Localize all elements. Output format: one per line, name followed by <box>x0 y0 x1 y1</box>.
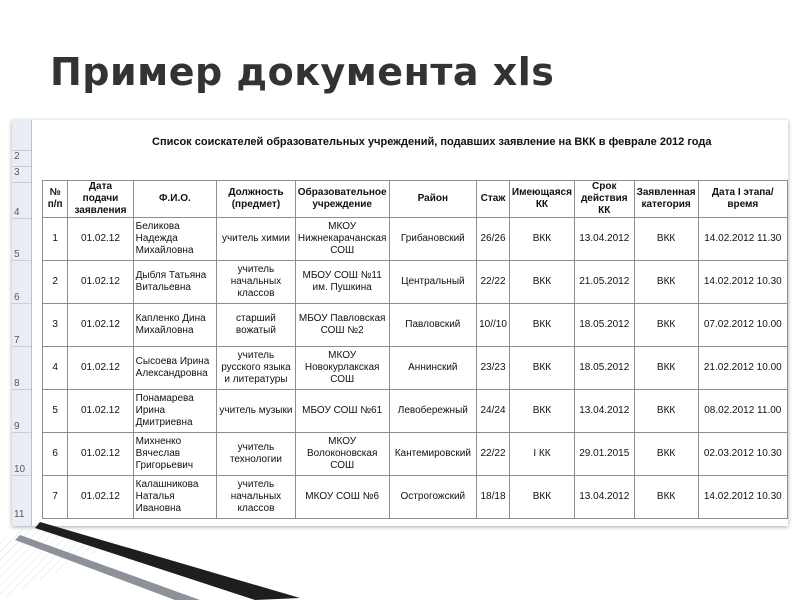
slide-title: Пример документа xls <box>50 50 555 94</box>
row-number: 3 <box>12 166 31 182</box>
cell-number: 3 <box>43 304 68 347</box>
cell-valid-until: 18.05.2012 <box>574 304 634 347</box>
cell-requested-category: ВКК <box>634 390 698 433</box>
cell-number: 6 <box>43 433 68 476</box>
cell-school: МКОУ Новокурлакская СОШ <box>295 347 389 390</box>
column-header: Дата подачи заявления <box>68 181 133 218</box>
row-number-gutter <box>12 120 32 526</box>
cell-current-category: ВКК <box>509 390 574 433</box>
cell-date: 01.02.12 <box>68 390 133 433</box>
cell-district: Центральный <box>389 261 477 304</box>
column-header: Стаж <box>477 181 510 218</box>
cell-number: 4 <box>43 347 68 390</box>
cell-name: Капленко Дина Михайловна <box>133 304 217 347</box>
cell-stage-date: 21.02.2012 10.00 <box>698 347 787 390</box>
cell-date: 01.02.12 <box>68 304 133 347</box>
row-number: 6 <box>12 260 31 303</box>
cell-position: учитель русского языка и литературы <box>217 347 296 390</box>
cell-date: 01.02.12 <box>68 347 133 390</box>
cell-name: Михненко Вячеслав Григорьевич <box>133 433 217 476</box>
table-row <box>43 218 788 261</box>
cell-school: МКОУ Нижнекарачанская СОШ <box>295 218 389 261</box>
cell-date: 01.02.12 <box>68 261 133 304</box>
cell-stage-date: 14.02.2012 10.30 <box>698 261 787 304</box>
cell-current-category: I КК <box>509 433 574 476</box>
spreadsheet-screenshot <box>12 120 788 526</box>
table-row <box>43 304 788 347</box>
cell-date: 01.02.12 <box>68 433 133 476</box>
cell-valid-until: 13.04.2012 <box>574 476 634 519</box>
table-row <box>43 390 788 433</box>
cell-district: Левобережный <box>389 390 477 433</box>
cell-valid-until: 13.04.2012 <box>574 390 634 433</box>
cell-valid-until: 13.04.2012 <box>574 218 634 261</box>
cell-position: учитель начальных классов <box>217 476 296 519</box>
cell-stage-date: 02.03.2012 10.30 <box>698 433 787 476</box>
cell-stage-date: 14.02.2012 10.30 <box>698 476 787 519</box>
cell-experience: 22/22 <box>477 261 510 304</box>
cell-current-category: ВКК <box>509 476 574 519</box>
applicants-table <box>42 180 788 519</box>
cell-current-category: ВКК <box>509 304 574 347</box>
cell-valid-until: 21.05.2012 <box>574 261 634 304</box>
cell-name: Калашникова Наталья Ивановна <box>133 476 217 519</box>
cell-district: Острогожский <box>389 476 477 519</box>
table-row <box>43 347 788 390</box>
row-number: 11 <box>12 475 31 520</box>
table-row <box>43 433 788 476</box>
cell-current-category: ВКК <box>509 261 574 304</box>
cell-stage-date: 07.02.2012 10.00 <box>698 304 787 347</box>
table-row <box>43 476 788 519</box>
decorative-dark-stripe <box>35 522 300 600</box>
cell-experience: 23/23 <box>477 347 510 390</box>
row-number: 7 <box>12 303 31 346</box>
table-row <box>43 261 788 304</box>
row-number: 4 <box>12 182 31 218</box>
cell-requested-category: ВКК <box>634 304 698 347</box>
cell-name: Сысоева Ирина Александровна <box>133 347 217 390</box>
cell-district: Кантемировский <box>389 433 477 476</box>
cell-current-category: ВКК <box>509 347 574 390</box>
cell-stage-date: 14.02.2012 11.30 <box>698 218 787 261</box>
column-header: Имеющаяся КК <box>509 181 574 218</box>
cell-district: Аннинский <box>389 347 477 390</box>
column-header: Дата I этапа/время <box>698 181 787 218</box>
cell-number: 1 <box>43 218 68 261</box>
cell-experience: 10//10 <box>477 304 510 347</box>
cell-date: 01.02.12 <box>68 476 133 519</box>
column-header: Ф.И.О. <box>133 181 217 218</box>
cell-stage-date: 08.02.2012 11.00 <box>698 390 787 433</box>
cell-school: МКОУ Волоконовская СОШ <box>295 433 389 476</box>
cell-name: Беликова Надежда Михайловна <box>133 218 217 261</box>
cell-requested-category: ВКК <box>634 261 698 304</box>
cell-school: МБОУ Павловская СОШ №2 <box>295 304 389 347</box>
cell-number: 2 <box>43 261 68 304</box>
column-header: Район <box>389 181 477 218</box>
cell-district: Грибановский <box>389 218 477 261</box>
row-number: 8 <box>12 346 31 389</box>
cell-valid-until: 29.01.2015 <box>574 433 634 476</box>
cell-position: учитель химии <box>217 218 296 261</box>
cell-date: 01.02.12 <box>68 218 133 261</box>
cell-requested-category: ВКК <box>634 476 698 519</box>
cell-requested-category: ВКК <box>634 218 698 261</box>
row-number: 5 <box>12 218 31 260</box>
cell-district: Павловский <box>389 304 477 347</box>
cell-school: МКОУ СОШ №6 <box>295 476 389 519</box>
cell-experience: 22/22 <box>477 433 510 476</box>
column-header: Срок действия КК <box>574 181 634 218</box>
column-header: № п/п <box>43 181 68 218</box>
cell-requested-category: ВКК <box>634 347 698 390</box>
cell-position: старший вожатый <box>217 304 296 347</box>
header-row <box>43 181 788 218</box>
decorative-hatch-area <box>0 520 110 600</box>
cell-name: Дыбля Татьяна Витальевна <box>133 261 217 304</box>
cell-experience: 18/18 <box>477 476 510 519</box>
cell-valid-until: 18.05.2012 <box>574 347 634 390</box>
column-header: Заявленная категория <box>634 181 698 218</box>
cell-position: учитель начальных классов <box>217 261 296 304</box>
sheet-title: Список соискателей образовательных учреждений, подавших заявление на ВКК в феврале 2012 года <box>152 136 712 148</box>
row-number: 2 <box>12 150 31 166</box>
cell-number: 7 <box>43 476 68 519</box>
cell-requested-category: ВКК <box>634 433 698 476</box>
cell-experience: 26/26 <box>477 218 510 261</box>
cell-current-category: ВКК <box>509 218 574 261</box>
row-number: 9 <box>12 389 31 432</box>
cell-position: учитель технологии <box>217 433 296 476</box>
column-header: Должность (предмет) <box>217 181 296 218</box>
cell-number: 5 <box>43 390 68 433</box>
cell-school: МБОУ СОШ №61 <box>295 390 389 433</box>
cell-name: Понамарева Ирина Дмитриевна <box>133 390 217 433</box>
cell-position: учитель музыки <box>217 390 296 433</box>
row-number: 10 <box>12 432 31 475</box>
cell-school: МБОУ СОШ №11 им. Пушкина <box>295 261 389 304</box>
column-header: Образовательное учреждение <box>295 181 389 218</box>
decorative-grey-stripe <box>15 535 200 600</box>
cell-experience: 24/24 <box>477 390 510 433</box>
